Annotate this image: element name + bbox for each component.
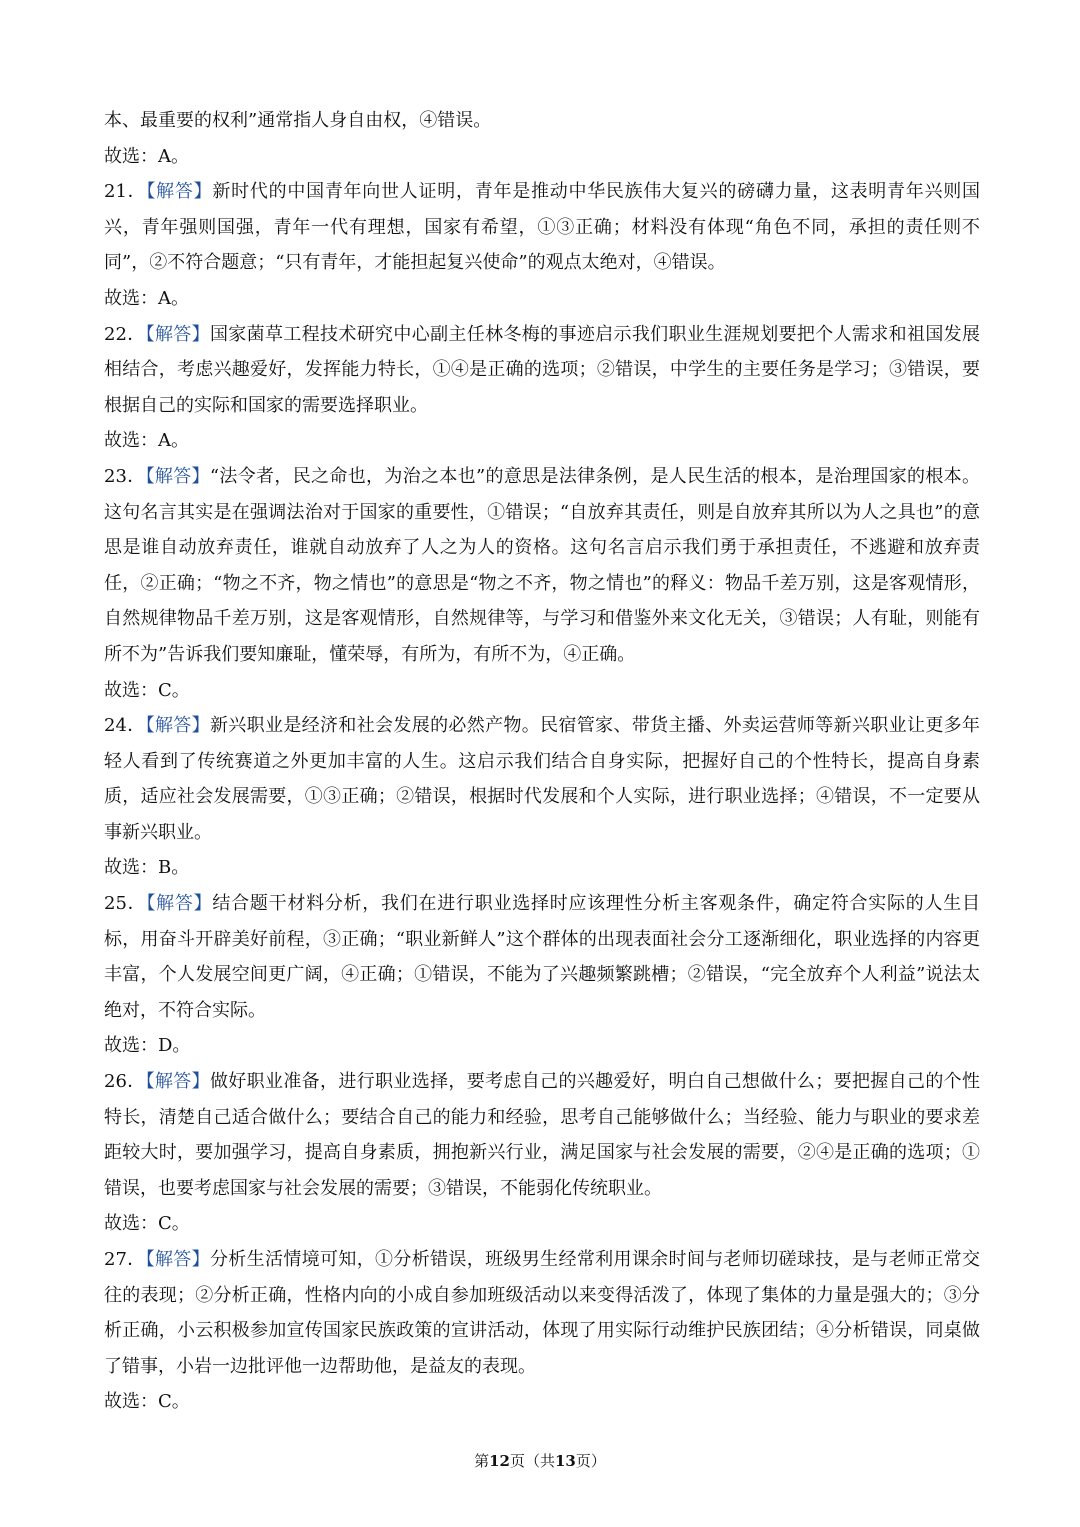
item-text: 新时代的中国青年向世人证明，青年是推动中华民族伟大复兴的磅礴力量，这表明青年兴则国兴，青年强则国强，青年一代有理想，国家有希望，①③正确；材料没有体现“角色不同，承担的责任则不同”，②不符合题意；“只有青年，才能担起复兴使命”的观点太绝对，④错误。 bbox=[104, 181, 981, 274]
answer-item bbox=[104, 1064, 980, 1206]
item-text: 结合题干材料分析，我们在进行职业选择时应该理性分析主客观条件，确定符合实际的人生目标，用奋斗开辟美好前程，③正确；“职业新鲜人”这个群体的出现表面社会分工逐渐细化，职业选择的内容更丰富，个人发展空间更广阔，④正确；①错误，不能为了兴趣频繁跳槽；②错误，“完全放弃个人利益”说法太绝对，不符合实际。 bbox=[104, 893, 981, 1021]
page-footer bbox=[0, 1450, 1080, 1471]
answer-item bbox=[104, 708, 980, 850]
answer-item bbox=[104, 459, 980, 673]
item-number: 25． bbox=[104, 893, 147, 915]
tag-close-bracket: 】 bbox=[193, 181, 213, 203]
item-answer: 故选：B。 bbox=[104, 857, 190, 879]
tag-open-bracket: 【 bbox=[146, 893, 157, 915]
document-body bbox=[104, 103, 980, 1420]
footer-prefix: 第 bbox=[474, 1452, 490, 1470]
tag-label: 解答 bbox=[156, 181, 194, 203]
tag-label: 解答 bbox=[154, 715, 192, 737]
answer-item bbox=[104, 317, 980, 424]
footer-middle: 页（共 bbox=[509, 1452, 555, 1470]
item-text: 国家菌草工程技术研究中心副主任林冬梅的事迹启示我们职业生涯规划要把个人需求和祖国发展相结合，考虑兴趣爱好，发挥能力特长，①④是正确的选项；②错误，中学生的主要任务是学习；③错误，要根据自己的实际和国家的需要选择职业。 bbox=[104, 323, 981, 416]
item-number: 22． bbox=[104, 323, 146, 345]
tag-close-bracket: 】 bbox=[191, 465, 210, 487]
item-answer: 故选：C。 bbox=[104, 1213, 190, 1235]
item-text: “法令者，民之命也，为治之本也”的意思是法律条例，是人民生活的根本，是治理国家的根本。这句名言其实是在强调法治对于国家的重要性，①错误；“自放弃其责任，则是自放弃其所以为人之具也”的意思是谁自动放弃责任，谁就自动放弃了人之为人的资格。这句名言启示我们勇于承担责任，不逃避和放弃责任，②正确；“物之不齐，物之情也”的意思是“物之不齐，物之情也”的释义：物品千差万别，这是客观情形，自然规律物品千差万别，这是客观情形，自然规律等，与学习和借鉴外来文化无关，③错误；人有耻，则能有所不为”告诉我们要知廉耻，懂荣辱，有所为，有所不为，④正确。 bbox=[104, 465, 981, 665]
tag-open-bracket: 【 bbox=[145, 323, 155, 345]
answer-tag bbox=[146, 1071, 210, 1092]
footer-current-page: 12 bbox=[489, 1452, 510, 1470]
item-answer: 故选：C。 bbox=[104, 1391, 190, 1413]
tag-close-bracket: 】 bbox=[193, 893, 213, 915]
item-number: 26． bbox=[104, 1071, 146, 1093]
tag-label: 解答 bbox=[156, 893, 194, 915]
tag-close-bracket: 】 bbox=[191, 715, 210, 737]
tag-open-bracket: 【 bbox=[145, 1249, 155, 1270]
tag-open-bracket: 【 bbox=[145, 1071, 155, 1093]
item-answer: 故选：D。 bbox=[104, 1035, 191, 1057]
footer-total-pages: 13 bbox=[555, 1452, 576, 1470]
item-number: 21． bbox=[104, 181, 147, 203]
item-text: 分析生活情境可知，①分析错误，班级男生经常利用课余时间与老师切磋球技，是与老师正常交往的表现；②分析正确，性格内向的小成自参加班级活动以来变得活泼了，体现了集体的力量是强大的；③分析正确，小云积极参加宣传国家民族政策的宣讲活动，体现了用实际行动维护民族团结；④分析错误，同桌做了错事，小岩一边批评他一边帮助他，是益友的表现。 bbox=[104, 1249, 981, 1377]
item-number: 27． bbox=[104, 1249, 146, 1270]
item-number: 24． bbox=[104, 715, 146, 737]
footer-suffix: 页） bbox=[575, 1452, 606, 1470]
tag-close-bracket: 】 bbox=[191, 323, 210, 345]
answer-tag bbox=[146, 715, 210, 736]
tag-close-bracket: 】 bbox=[191, 1249, 210, 1270]
tag-label: 解答 bbox=[154, 1071, 192, 1093]
item-number: 23． bbox=[104, 465, 146, 487]
tag-close-bracket: 】 bbox=[191, 1071, 210, 1093]
answer-tag bbox=[146, 181, 212, 202]
answer-tag bbox=[146, 324, 210, 345]
answer-list bbox=[104, 174, 980, 1420]
answer-item bbox=[104, 886, 980, 1028]
item-answer: 故选：A。 bbox=[104, 430, 189, 452]
answer-tag bbox=[146, 466, 210, 487]
tag-open-bracket: 【 bbox=[145, 715, 155, 737]
answer-item bbox=[104, 1242, 980, 1384]
tag-open-bracket: 【 bbox=[145, 465, 155, 487]
tag-open-bracket: 【 bbox=[146, 181, 157, 203]
intro-text: 本、最重要的权利”通常指人身自由权，④错误。 bbox=[104, 110, 492, 131]
item-text: 做好职业准备，进行职业选择，要考虑自己的兴趣爱好，明白自己想做什么；要把握自己的个性特长，清楚自己适合做什么；要结合自己的能力和经验，思考自己能够做什么；当经验、能力与职业的要求差距较大时，要加强学习，提高自身素质，拥抱新兴行业，满足国家与社会发展的需要，②④是正确的选项；①错误，也要考虑国家与社会发展的需要；③错误，不能弱化传统职业。 bbox=[104, 1071, 981, 1199]
answer-tag bbox=[146, 893, 212, 914]
tag-label: 解答 bbox=[154, 465, 192, 487]
item-answer: 故选：C。 bbox=[104, 679, 190, 701]
tag-label: 解答 bbox=[154, 1249, 192, 1270]
intro-answer: 故选：A。 bbox=[104, 145, 189, 167]
item-text: 新兴职业是经济和社会发展的必然产物。民宿管家、带货主播、外卖运营师等新兴职业让更多年轻人看到了传统赛道之外更加丰富的人生。这启示我们结合自身实际，把握好自己的个性特长，提高自身素质，适应社会发展需要，①③正确；②错误，根据时代发展和个人实际，进行职业选择；④错误，不一定要从事新兴职业。 bbox=[104, 715, 981, 843]
answer-item bbox=[104, 174, 980, 281]
answer-tag bbox=[146, 1249, 210, 1270]
tag-label: 解答 bbox=[154, 323, 192, 345]
item-answer: 故选：A。 bbox=[104, 287, 189, 309]
